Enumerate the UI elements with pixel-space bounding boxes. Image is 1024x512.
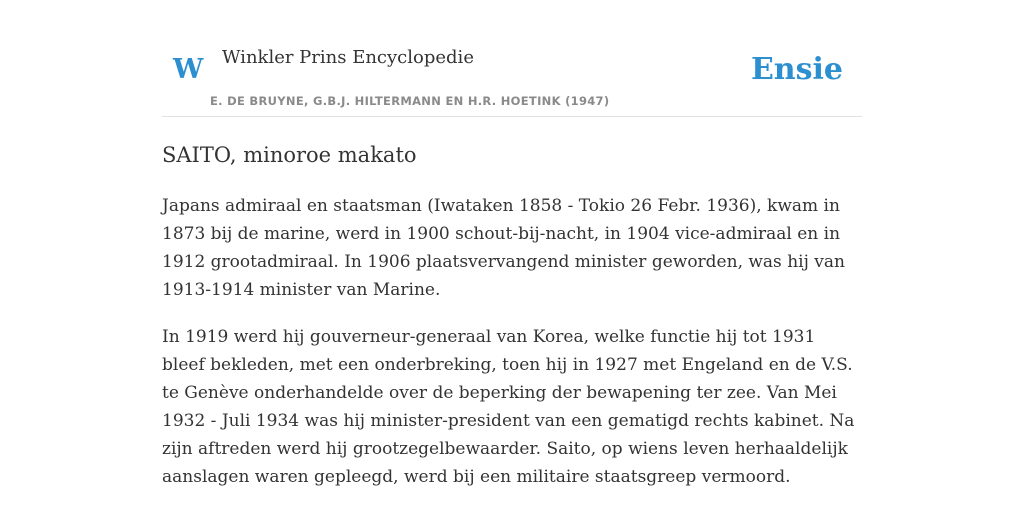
encyclopedia-authors: E. DE BRUYNE, G.B.J. HILTERMANN EN H.R. HOETINK (1947)	[210, 94, 610, 108]
article-paragraph-1: Japans admiraal en staatsman (Iwataken 1858 - Tokio 26 Febr. 1936), kwam in 1873 bij de marine, werd in 1900 schout-bij-nacht, in 1904 vice-admiraal en in 1912 grootadmiraal. In 1906 plaatsvervangend minister geworden, was hij van 1913-1914 minister van Marine.	[162, 196, 845, 300]
ensie-brand-logo[interactable]: Ensie	[750, 52, 843, 87]
article-title: SAITO, minoroe makato	[162, 143, 417, 167]
encyclopedia-header	[162, 0, 862, 117]
encyclopedia-title[interactable]: Winkler Prins Encyclopedie	[222, 47, 474, 68]
winkler-prins-logo[interactable]: W	[173, 54, 204, 85]
article-paragraph-2: In 1919 werd hij gouverneur-generaal van Korea, welke functie hij tot 1931 bleef bekleden, met een onderbreking, toen hij in 1927 met Engeland en de V.S. te Genève onderhandelde over de beperking der bewapening ter zee. Van Mei 1932 - Juli 1934 was hij minister-president van een gematigd rechts kabinet. Na zijn aftreden werd hij grootzegelbewaarder. Saito, op wiens leven herhaaldelijk aanslagen waren gepleegd, werd bij een militaire staatsgreep vermoord.	[162, 327, 855, 487]
article	[162, 138, 862, 491]
